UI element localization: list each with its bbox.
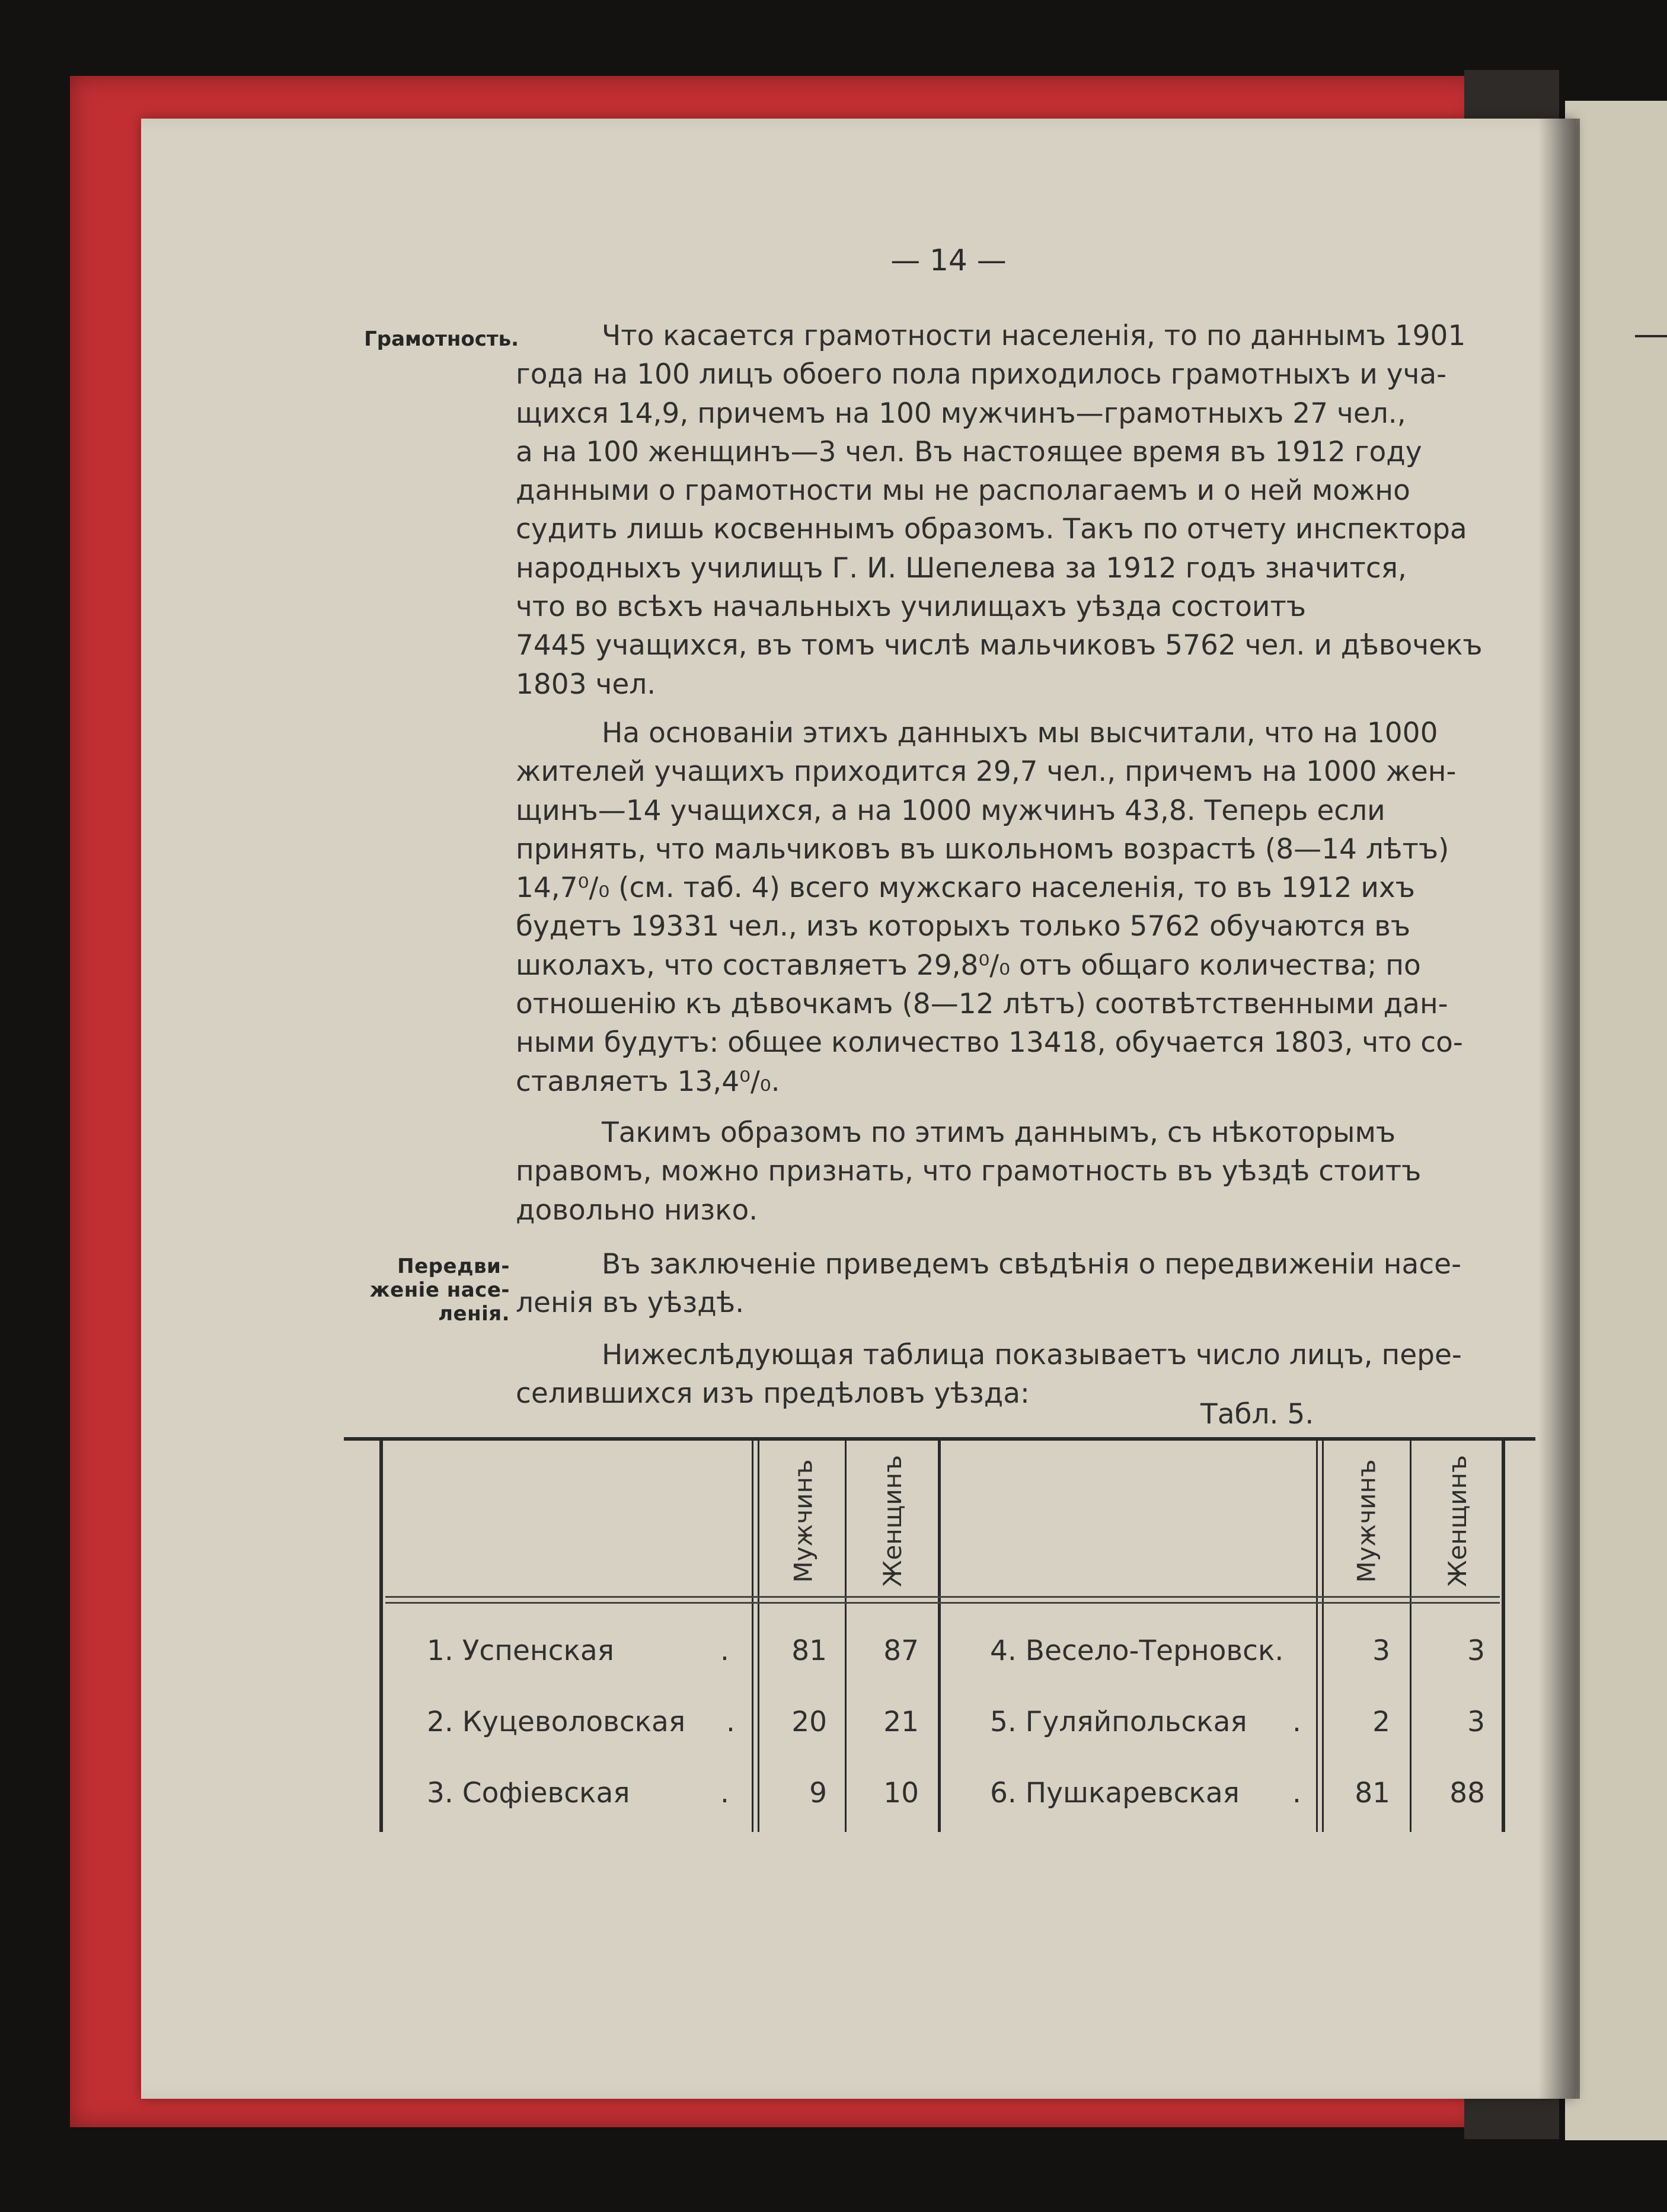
row-label: 5. Гуляйпольская <box>990 1706 1247 1738</box>
text-line: судить лишь косвеннымъ образомъ. Такъ по отчету инспектора <box>516 513 1467 546</box>
header-rule <box>385 1602 1500 1604</box>
table-border-left <box>379 1441 383 1832</box>
paragraph-table-intro <box>516 1336 1544 1413</box>
row-label: 4. Весело-Терновск. <box>990 1635 1284 1667</box>
text-line: щихся 14,9, причемъ на 100 мужчинъ—грамотныхъ 27 чел., <box>516 397 1406 430</box>
paragraph-literacy-2 <box>516 714 1544 1101</box>
leader-dot: . <box>720 1635 729 1667</box>
text-line: Что касается грамотности населенія, то по даннымъ 1901 <box>602 320 1466 352</box>
paragraph-migration-intro <box>516 1245 1544 1323</box>
text-line: довольно низко. <box>516 1193 758 1227</box>
column-divider <box>1316 1441 1318 1832</box>
text-line: ленія въ уѣздѣ. <box>516 1287 745 1320</box>
text-line: правомъ, можно признать, что грамотность въ уѣздѣ стоитъ <box>516 1155 1422 1188</box>
text-line: Въ заключеніе приведемъ свѣдѣнія о передвиженіи насе- <box>602 1248 1462 1281</box>
text-line: Такимъ образомъ по этимъ даннымъ, съ нѣкоторымъ <box>602 1116 1396 1149</box>
text-line: отношенію къ дѣвочкамъ (8—12 лѣтъ) соотвѣтственными дан- <box>516 988 1448 1021</box>
row-label: 3. Софіевская <box>427 1777 630 1809</box>
text-line: ными будутъ: общее количество 13418, обучается 1803, что со- <box>516 1026 1463 1059</box>
header-women-left: Женщинъ <box>877 1454 907 1587</box>
value-women: 21 <box>883 1706 919 1738</box>
facing-page-edge <box>1565 101 1667 2140</box>
value-men: 2 <box>1372 1706 1390 1738</box>
value-men: 3 <box>1372 1635 1390 1667</box>
column-divider <box>938 1441 941 1832</box>
text-line: а на 100 женщинъ—3 чел. Въ настоящее время въ 1912 году <box>516 435 1422 468</box>
value-men: 81 <box>1355 1777 1390 1809</box>
value-women: 3 <box>1467 1635 1485 1667</box>
margin-note-migration <box>332 1255 510 1326</box>
value-women: 87 <box>883 1635 919 1667</box>
text-line: данными о грамотности мы не располагаемъ и о ней можно <box>516 474 1410 507</box>
text-line: ставляетъ 13,4⁰/₀. <box>516 1065 780 1098</box>
text-line: 1803 чел. <box>516 668 656 701</box>
column-divider <box>758 1441 759 1832</box>
text-line: года на 100 лицъ обоего пола приходилось грамотныхъ и уча- <box>516 358 1447 391</box>
header-men-left: Мужчинъ <box>788 1458 818 1583</box>
row-label: 2. Куцеволовская <box>427 1706 686 1738</box>
gutter-shadow <box>1538 119 1580 2099</box>
text-line: 14,7⁰/₀ (см. таб. 4) всего мужскаго населенія, то въ 1912 ихъ <box>516 872 1415 905</box>
text-line: 7445 учащихся, въ томъ числѣ мальчиковъ 5762 чел. и дѣвочекъ <box>516 629 1483 662</box>
value-women: 10 <box>883 1777 919 1809</box>
margin-note-line: Передви- <box>397 1255 510 1278</box>
leader-dot: . <box>726 1706 735 1738</box>
text-line: На основаніи этихъ данныхъ мы высчитали, что на 1000 <box>602 717 1438 749</box>
value-men: 81 <box>791 1635 827 1667</box>
text-line: будетъ 19331 чел., изъ которыхъ только 5762 обучаются въ <box>516 910 1411 943</box>
text-line: селившихся изъ предѣловъ уѣзда: <box>516 1377 1030 1410</box>
leader-dot: . <box>1292 1777 1301 1809</box>
facing-page-mark <box>1635 335 1667 337</box>
header-rule <box>385 1596 1500 1598</box>
row-label: 1. Успенская <box>427 1635 614 1667</box>
text-line: жителей учащихъ приходится 29,7 чел., причемъ на 1000 жен- <box>516 755 1457 789</box>
header-men-right: Мужчинъ <box>1352 1458 1381 1583</box>
table-caption: Табл. 5. <box>1200 1398 1314 1431</box>
margin-note-literacy: Грамотность. <box>364 327 519 351</box>
text-line: народныхъ училищъ Г. И. Шепелева за 1912 годъ значится, <box>516 551 1407 585</box>
column-divider <box>1322 1441 1324 1832</box>
text-line: щинъ—14 учащихся, а на 1000 мужчинъ 43,8. Теперь если <box>516 794 1385 827</box>
column-divider <box>752 1441 753 1832</box>
row-label: 6. Пушкаревская <box>990 1777 1240 1809</box>
column-divider <box>845 1441 847 1832</box>
paragraph-conclusion <box>516 1113 1544 1230</box>
text-line: принять, что мальчиковъ въ школьномъ возрастѣ (8—14 лѣтъ) <box>516 832 1449 866</box>
table-border-right <box>1502 1441 1505 1832</box>
text-line: что во всѣхъ начальныхъ училищахъ уѣзда состоитъ <box>516 590 1307 624</box>
value-men: 20 <box>791 1706 827 1738</box>
leader-dot: . <box>720 1777 729 1809</box>
value-women: 3 <box>1467 1706 1485 1738</box>
paragraph-literacy-1 <box>516 317 1544 704</box>
leader-dot: . <box>1292 1706 1301 1738</box>
column-divider <box>1410 1441 1411 1832</box>
text-line: школахъ, что составляетъ 29,8⁰/₀ отъ общаго количества; по <box>516 949 1421 982</box>
page-number: — 14 — <box>890 243 1007 277</box>
header-women-right: Женщинъ <box>1442 1454 1472 1587</box>
migration-table <box>379 1441 1506 1832</box>
value-men: 9 <box>809 1777 827 1809</box>
margin-note-line: ленія. <box>438 1302 510 1326</box>
text-line: Нижеслѣдующая таблица показываетъ число лицъ, пере- <box>602 1339 1462 1371</box>
value-women: 88 <box>1449 1777 1485 1809</box>
margin-note-line: женіе насе- <box>369 1278 510 1302</box>
